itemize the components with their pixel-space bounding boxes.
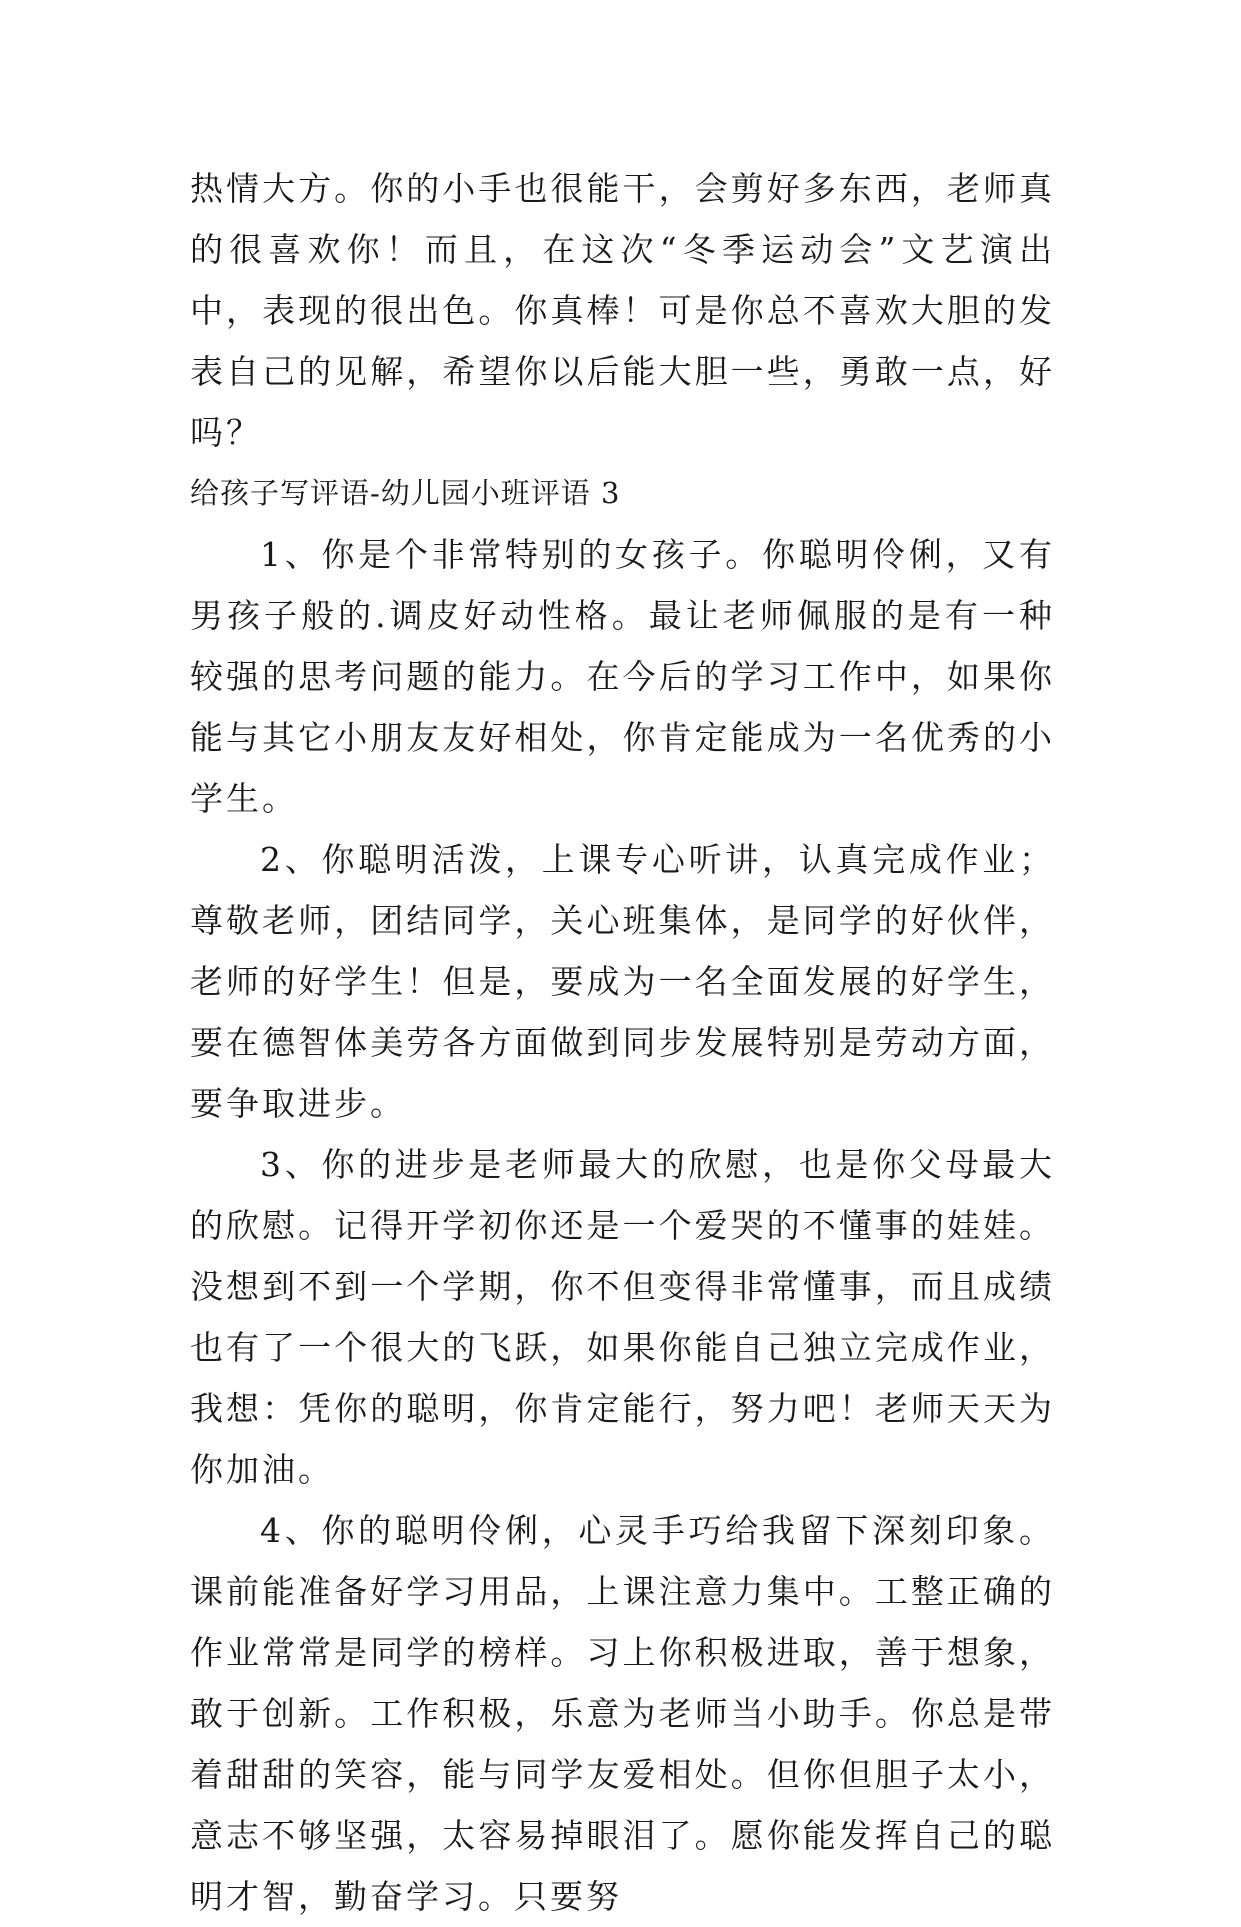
comment-item-1: 1、你是个非常特别的女孩子。你聪明伶俐，又有男孩子般的.调皮好动性格。最让老师佩服的是有一种较强的思考问题的能力。在今后的学习工作中，如果你能与其它小朋友友好相处，你肯定能成为一名优秀的小学生。 — [190, 535, 1055, 818]
document-body — [190, 158, 1055, 1927]
comment-item-3: 3、你的进步是老师最大的欣慰，也是你父母最大的欣慰。记得开学初你还是一个爱哭的不懂事的娃娃。没想到不到一个学期，你不但变得非常懂事，而且成绩也有了一个很大的飞跃，如果你能自己独立完成作业，我想：凭你的聪明，你肯定能行，努力吧！老师天天为你加油。 — [190, 1145, 1055, 1489]
comment-item-4: 4、你的聪明伶俐，心灵手巧给我留下深刻印象。课前能准备好学习用品，上课注意力集中。工整正确的作业常常是同学的榜样。习上你积极进取，善于想象，敢于创新。工作积极，乐意为老师当小助手。你总是带着甜甜的笑容，能与同学友爱相处。但你但胆子太小，意志不够坚强，太容易掉眼泪了。愿你能发挥自己的聪明才智，勤奋学习。只要努 — [190, 1511, 1055, 1916]
comment-item-2: 2、你聪明活泼，上课专心听讲，认真完成作业；尊敬老师，团结同学，关心班集体，是同学的好伙伴，老师的好学生！但是，要成为一名全面发展的好学生，要在德智体美劳各方面做到同步发展特别是劳动方面，要争取进步。 — [190, 840, 1055, 1123]
section-heading: 给孩子写评语-幼儿园小班评语 3 — [190, 476, 621, 510]
paragraph-continued: 热情大方。你的小手也很能干，会剪好多东西，老师真的很喜欢你！而且，在这次“冬季运动会”文艺演出中，表现的很出色。你真棒！可是你总不喜欢大胆的发表自己的见解，希望你以后能大胆一些，勇敢一点，好吗？ — [190, 169, 1055, 452]
